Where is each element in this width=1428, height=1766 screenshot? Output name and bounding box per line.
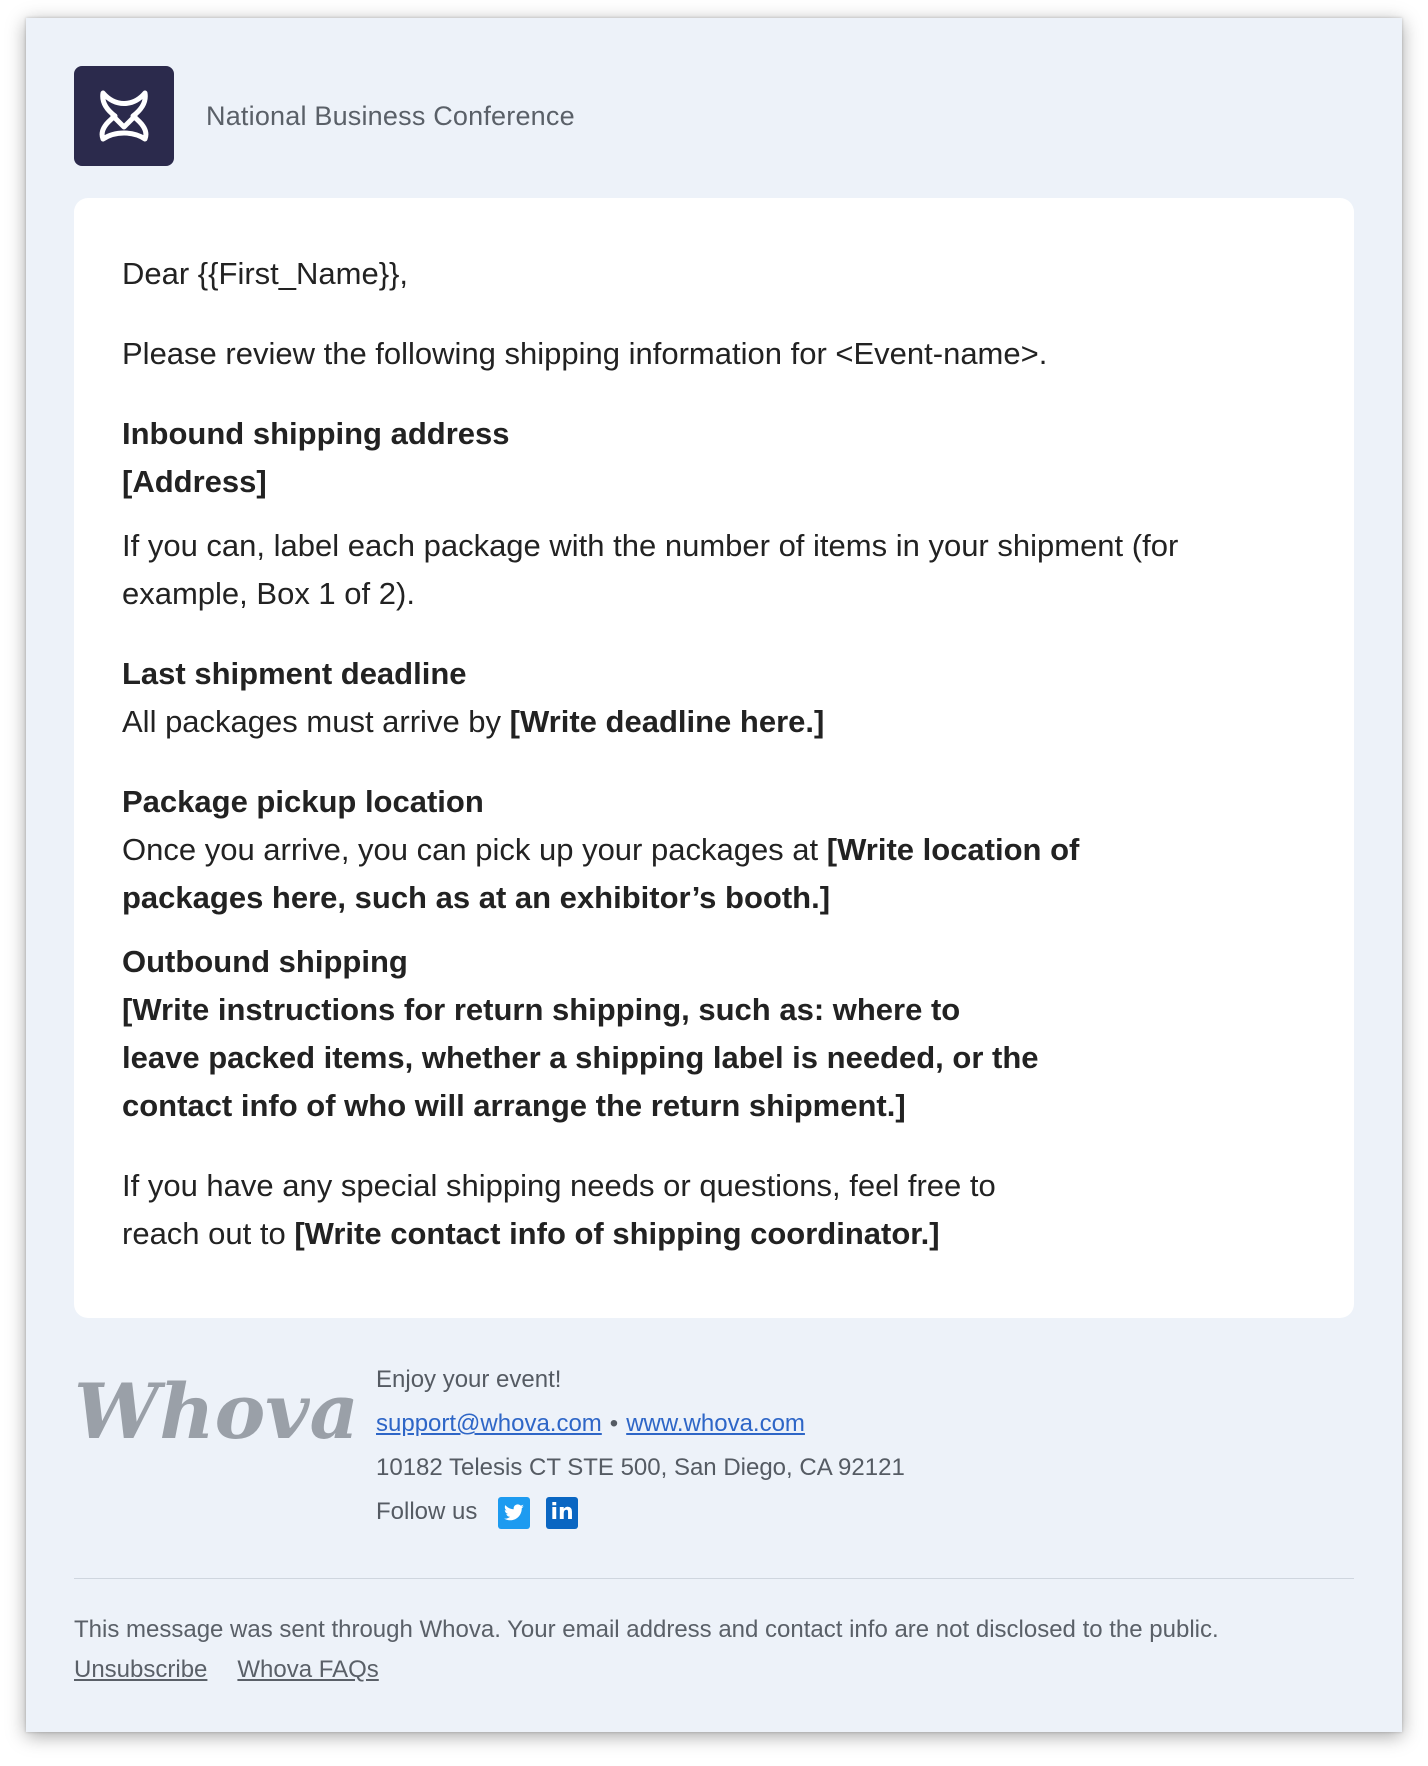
legal-section <box>74 1610 1354 1690</box>
support-email-link[interactable]: support@whova.com <box>376 1410 602 1437</box>
pickup-placeholder: [Write location of packages here, such as at an exhibitor’s booth.] <box>122 832 1080 915</box>
whova-logo-text: Whova <box>74 1367 359 1456</box>
event-logo-icon <box>93 85 155 147</box>
whova-faqs-link[interactable]: Whova FAQs <box>237 1656 379 1683</box>
footer-links <box>376 1402 905 1446</box>
linkedin-icon[interactable]: in <box>546 1497 578 1529</box>
twitter-icon[interactable] <box>498 1497 530 1529</box>
footer-tagline: Enjoy your event! <box>376 1366 562 1393</box>
twitter-bird-icon <box>503 1504 525 1522</box>
email-sheet <box>26 18 1402 1732</box>
legal-links <box>74 1650 1354 1690</box>
legal-notice: This message was sent through Whova. Your email address and contact info are not disclosed to the public. <box>74 1616 1219 1643</box>
intro-text: Please review the following shipping information for <Event-name>. <box>122 336 1048 371</box>
closing-label: If you have any special shipping needs or questions, feel free to reach out to <box>122 1168 996 1251</box>
link-separator: • <box>609 1410 619 1437</box>
outbound-placeholder: [Write instructions for return shipping, such as: where to leave packed items, whether a shipping label is needed, or the contact info of who will arrange the return shipment.] <box>122 992 1039 1123</box>
greeting: Dear {{First_Name}}, <box>122 256 409 291</box>
deadline-placeholder: [Write deadline here.] <box>509 704 825 739</box>
footer-address: 10182 Telesis CT STE 500, San Diego, CA 92121 <box>376 1454 905 1481</box>
whova-logo <box>74 1358 359 1468</box>
inbound-note: If you can, label each package with the number of items in your shipment (for example, Box 1 of 2). <box>122 528 1179 611</box>
website-link[interactable]: www.whova.com <box>626 1410 805 1437</box>
unsubscribe-link[interactable]: Unsubscribe <box>74 1656 208 1683</box>
closing-placeholder: [Write contact info of shipping coordinator.] <box>294 1216 940 1251</box>
footer-divider <box>74 1578 1354 1579</box>
closing-text <box>122 1162 1052 1258</box>
pickup-text <box>122 826 1152 922</box>
follow-row <box>376 1490 905 1534</box>
email-body-card <box>74 198 1354 1318</box>
footer-info <box>376 1358 905 1534</box>
deadline-label: All packages must arrive by <box>122 704 510 739</box>
pickup-title: Package pickup location <box>122 784 484 819</box>
deadline-text <box>122 698 1306 746</box>
outbound-title: Outbound shipping <box>122 944 408 979</box>
organization-name: National Business Conference <box>206 100 575 131</box>
deadline-title: Last shipment deadline <box>122 656 467 691</box>
email-header <box>74 66 575 166</box>
inbound-address: [Address] <box>122 464 267 499</box>
event-logo <box>74 66 174 166</box>
social-links <box>498 1497 594 1529</box>
inbound-title: Inbound shipping address <box>122 416 510 451</box>
follow-label: Follow us <box>376 1498 478 1525</box>
pickup-label: Once you arrive, you can pick up your packages at <box>122 832 827 867</box>
